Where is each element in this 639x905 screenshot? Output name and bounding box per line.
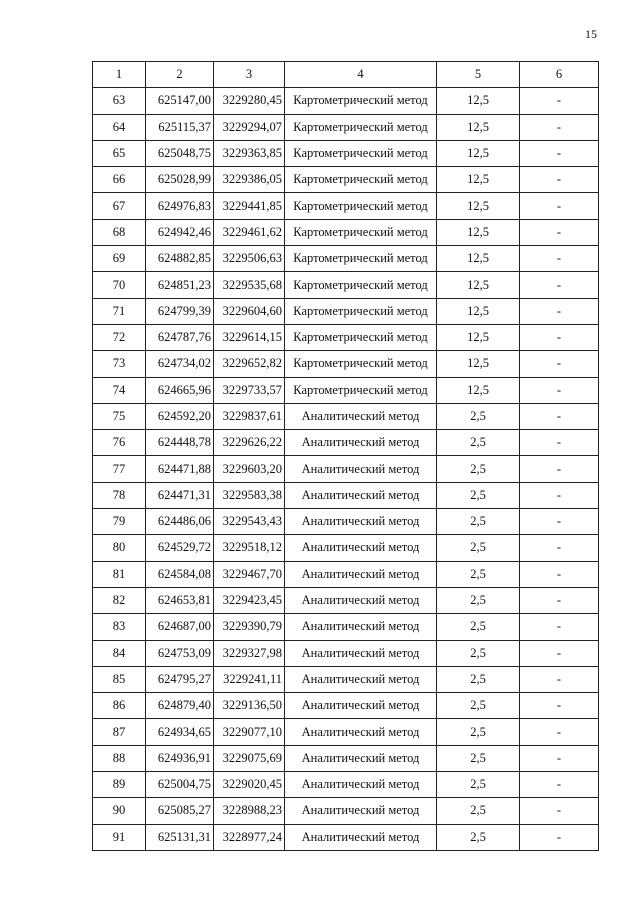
cell-x: 625131,31 <box>146 824 214 850</box>
cell-x: 624486,06 <box>146 509 214 535</box>
cell-x: 624529,72 <box>146 535 214 561</box>
cell-accuracy: 2,5 <box>437 614 520 640</box>
cell-point-number: 71 <box>93 298 146 324</box>
cell-point-number: 66 <box>93 167 146 193</box>
cell-y: 3229423,45 <box>214 587 285 613</box>
cell-y: 3229294,07 <box>214 114 285 140</box>
cell-method: Аналитический метод <box>285 482 437 508</box>
header-cell-description: 6 <box>520 62 599 88</box>
cell-description: - <box>520 719 599 745</box>
table-row <box>93 167 599 193</box>
table-row <box>93 798 599 824</box>
table-row <box>93 193 599 219</box>
header-cell-accuracy: 5 <box>437 62 520 88</box>
cell-accuracy: 12,5 <box>437 167 520 193</box>
cell-method: Аналитический метод <box>285 561 437 587</box>
cell-point-number: 70 <box>93 272 146 298</box>
cell-description: - <box>520 535 599 561</box>
cell-x: 625115,37 <box>146 114 214 140</box>
cell-point-number: 91 <box>93 824 146 850</box>
cell-method: Аналитический метод <box>285 693 437 719</box>
cell-method: Аналитический метод <box>285 456 437 482</box>
cell-y: 3229733,57 <box>214 377 285 403</box>
cell-y: 3229535,68 <box>214 272 285 298</box>
table-row <box>93 587 599 613</box>
table-row <box>93 88 599 114</box>
cell-description: - <box>520 561 599 587</box>
cell-y: 3229020,45 <box>214 772 285 798</box>
cell-accuracy: 2,5 <box>437 430 520 456</box>
cell-method: Аналитический метод <box>285 614 437 640</box>
cell-description: - <box>520 509 599 535</box>
cell-description: - <box>520 824 599 850</box>
cell-accuracy: 2,5 <box>437 693 520 719</box>
cell-accuracy: 12,5 <box>437 114 520 140</box>
cell-y: 3229614,15 <box>214 324 285 350</box>
cell-x: 624448,78 <box>146 430 214 456</box>
cell-point-number: 67 <box>93 193 146 219</box>
cell-method: Картометрический метод <box>285 324 437 350</box>
cell-method: Аналитический метод <box>285 640 437 666</box>
cell-description: - <box>520 798 599 824</box>
cell-description: - <box>520 772 599 798</box>
table-row <box>93 772 599 798</box>
cell-method: Аналитический метод <box>285 666 437 692</box>
cell-x: 624882,85 <box>146 246 214 272</box>
cell-y: 3229327,98 <box>214 640 285 666</box>
cell-point-number: 69 <box>93 246 146 272</box>
cell-accuracy: 2,5 <box>437 719 520 745</box>
cell-description: - <box>520 246 599 272</box>
table-row <box>93 561 599 587</box>
cell-x: 624934,65 <box>146 719 214 745</box>
cell-description: - <box>520 640 599 666</box>
cell-y: 3228988,23 <box>214 798 285 824</box>
cell-point-number: 79 <box>93 509 146 535</box>
cell-y: 3229603,20 <box>214 456 285 482</box>
cell-description: - <box>520 666 599 692</box>
cell-accuracy: 12,5 <box>437 140 520 166</box>
cell-accuracy: 2,5 <box>437 403 520 429</box>
cell-method: Аналитический метод <box>285 772 437 798</box>
table-body <box>93 88 599 851</box>
cell-point-number: 82 <box>93 587 146 613</box>
table-row <box>93 324 599 350</box>
header-row <box>93 62 599 88</box>
cell-accuracy: 2,5 <box>437 745 520 771</box>
table-row <box>93 719 599 745</box>
cell-method: Картометрический метод <box>285 377 437 403</box>
cell-method: Аналитический метод <box>285 587 437 613</box>
cell-method: Аналитический метод <box>285 745 437 771</box>
cell-description: - <box>520 140 599 166</box>
cell-point-number: 88 <box>93 745 146 771</box>
cell-accuracy: 12,5 <box>437 377 520 403</box>
cell-point-number: 84 <box>93 640 146 666</box>
cell-point-number: 65 <box>93 140 146 166</box>
cell-method: Картометрический метод <box>285 140 437 166</box>
cell-y: 3229363,85 <box>214 140 285 166</box>
cell-y: 3229626,22 <box>214 430 285 456</box>
cell-accuracy: 2,5 <box>437 456 520 482</box>
cell-method: Аналитический метод <box>285 403 437 429</box>
cell-description: - <box>520 114 599 140</box>
cell-method: Аналитический метод <box>285 798 437 824</box>
table-row <box>93 640 599 666</box>
cell-y: 3229652,82 <box>214 351 285 377</box>
cell-x: 624584,08 <box>146 561 214 587</box>
cell-description: - <box>520 614 599 640</box>
cell-description: - <box>520 377 599 403</box>
cell-description: - <box>520 167 599 193</box>
cell-point-number: 72 <box>93 324 146 350</box>
cell-y: 3229241,11 <box>214 666 285 692</box>
cell-point-number: 64 <box>93 114 146 140</box>
table-row <box>93 693 599 719</box>
table-row <box>93 535 599 561</box>
cell-x: 625048,75 <box>146 140 214 166</box>
cell-description: - <box>520 430 599 456</box>
cell-x: 625085,27 <box>146 798 214 824</box>
cell-accuracy: 12,5 <box>437 272 520 298</box>
cell-method: Картометрический метод <box>285 193 437 219</box>
header-cell-point-number: 1 <box>93 62 146 88</box>
cell-method: Аналитический метод <box>285 535 437 561</box>
cell-method: Аналитический метод <box>285 430 437 456</box>
cell-x: 624976,83 <box>146 193 214 219</box>
cell-accuracy: 12,5 <box>437 324 520 350</box>
cell-accuracy: 2,5 <box>437 666 520 692</box>
cell-y: 3229518,12 <box>214 535 285 561</box>
cell-description: - <box>520 403 599 429</box>
table-row <box>93 377 599 403</box>
cell-method: Картометрический метод <box>285 272 437 298</box>
coordinates-table <box>92 61 599 851</box>
table-row <box>93 403 599 429</box>
cell-point-number: 68 <box>93 219 146 245</box>
table-row <box>93 114 599 140</box>
cell-x: 625147,00 <box>146 88 214 114</box>
cell-description: - <box>520 482 599 508</box>
table-row <box>93 745 599 771</box>
cell-x: 624936,91 <box>146 745 214 771</box>
cell-x: 624471,31 <box>146 482 214 508</box>
table-row <box>93 219 599 245</box>
cell-point-number: 89 <box>93 772 146 798</box>
table-row <box>93 482 599 508</box>
cell-method: Картометрический метод <box>285 88 437 114</box>
cell-method: Картометрический метод <box>285 114 437 140</box>
cell-accuracy: 2,5 <box>437 509 520 535</box>
cell-description: - <box>520 456 599 482</box>
cell-y: 3229075,69 <box>214 745 285 771</box>
cell-description: - <box>520 587 599 613</box>
cell-accuracy: 2,5 <box>437 535 520 561</box>
cell-x: 624653,81 <box>146 587 214 613</box>
cell-accuracy: 12,5 <box>437 88 520 114</box>
header-cell-x: 2 <box>146 62 214 88</box>
cell-point-number: 86 <box>93 693 146 719</box>
cell-accuracy: 12,5 <box>437 298 520 324</box>
cell-description: - <box>520 88 599 114</box>
page-number: 15 <box>585 27 597 41</box>
table-row <box>93 272 599 298</box>
cell-method: Картометрический метод <box>285 298 437 324</box>
cell-y: 3229461,62 <box>214 219 285 245</box>
header-cell-method: 4 <box>285 62 437 88</box>
cell-point-number: 81 <box>93 561 146 587</box>
cell-x: 624753,09 <box>146 640 214 666</box>
cell-description: - <box>520 324 599 350</box>
cell-method: Картометрический метод <box>285 167 437 193</box>
cell-accuracy: 12,5 <box>437 246 520 272</box>
table-row <box>93 246 599 272</box>
cell-x: 624687,00 <box>146 614 214 640</box>
cell-description: - <box>520 745 599 771</box>
cell-y: 3229583,38 <box>214 482 285 508</box>
cell-y: 3229604,60 <box>214 298 285 324</box>
cell-x: 624734,02 <box>146 351 214 377</box>
cell-x: 624592,20 <box>146 403 214 429</box>
cell-description: - <box>520 298 599 324</box>
cell-description: - <box>520 219 599 245</box>
cell-accuracy: 2,5 <box>437 640 520 666</box>
table-row <box>93 614 599 640</box>
cell-x: 624665,96 <box>146 377 214 403</box>
cell-y: 3229837,61 <box>214 403 285 429</box>
cell-x: 624851,23 <box>146 272 214 298</box>
cell-method: Картометрический метод <box>285 219 437 245</box>
table-row <box>93 351 599 377</box>
table-row <box>93 666 599 692</box>
table-row <box>93 140 599 166</box>
cell-accuracy: 12,5 <box>437 351 520 377</box>
cell-method: Аналитический метод <box>285 509 437 535</box>
cell-y: 3229543,43 <box>214 509 285 535</box>
cell-x: 624795,27 <box>146 666 214 692</box>
cell-x: 624787,76 <box>146 324 214 350</box>
cell-point-number: 74 <box>93 377 146 403</box>
cell-accuracy: 12,5 <box>437 219 520 245</box>
cell-method: Картометрический метод <box>285 351 437 377</box>
cell-description: - <box>520 272 599 298</box>
cell-method: Аналитический метод <box>285 719 437 745</box>
cell-x: 624471,88 <box>146 456 214 482</box>
cell-y: 3229386,05 <box>214 167 285 193</box>
cell-point-number: 87 <box>93 719 146 745</box>
cell-y: 3229467,70 <box>214 561 285 587</box>
cell-y: 3229506,63 <box>214 246 285 272</box>
cell-point-number: 85 <box>93 666 146 692</box>
cell-point-number: 80 <box>93 535 146 561</box>
cell-x: 624942,46 <box>146 219 214 245</box>
cell-y: 3229390,79 <box>214 614 285 640</box>
cell-description: - <box>520 193 599 219</box>
cell-x: 624879,40 <box>146 693 214 719</box>
cell-point-number: 90 <box>93 798 146 824</box>
table-header <box>93 62 599 88</box>
table-row <box>93 430 599 456</box>
cell-description: - <box>520 693 599 719</box>
cell-point-number: 83 <box>93 614 146 640</box>
cell-accuracy: 12,5 <box>437 193 520 219</box>
cell-accuracy: 2,5 <box>437 587 520 613</box>
table-row <box>93 298 599 324</box>
cell-point-number: 73 <box>93 351 146 377</box>
cell-point-number: 78 <box>93 482 146 508</box>
cell-y: 3229280,45 <box>214 88 285 114</box>
cell-point-number: 77 <box>93 456 146 482</box>
cell-x: 625004,75 <box>146 772 214 798</box>
cell-accuracy: 2,5 <box>437 482 520 508</box>
cell-accuracy: 2,5 <box>437 824 520 850</box>
cell-y: 3229441,85 <box>214 193 285 219</box>
cell-point-number: 76 <box>93 430 146 456</box>
table-row <box>93 824 599 850</box>
cell-accuracy: 2,5 <box>437 561 520 587</box>
table-row <box>93 509 599 535</box>
cell-y: 3228977,24 <box>214 824 285 850</box>
cell-x: 625028,99 <box>146 167 214 193</box>
header-cell-y: 3 <box>214 62 285 88</box>
cell-point-number: 63 <box>93 88 146 114</box>
cell-description: - <box>520 351 599 377</box>
cell-y: 3229136,50 <box>214 693 285 719</box>
cell-method: Картометрический метод <box>285 246 437 272</box>
cell-x: 624799,39 <box>146 298 214 324</box>
cell-accuracy: 2,5 <box>437 798 520 824</box>
cell-method: Аналитический метод <box>285 824 437 850</box>
cell-y: 3229077,10 <box>214 719 285 745</box>
table-row <box>93 456 599 482</box>
cell-point-number: 75 <box>93 403 146 429</box>
cell-accuracy: 2,5 <box>437 772 520 798</box>
